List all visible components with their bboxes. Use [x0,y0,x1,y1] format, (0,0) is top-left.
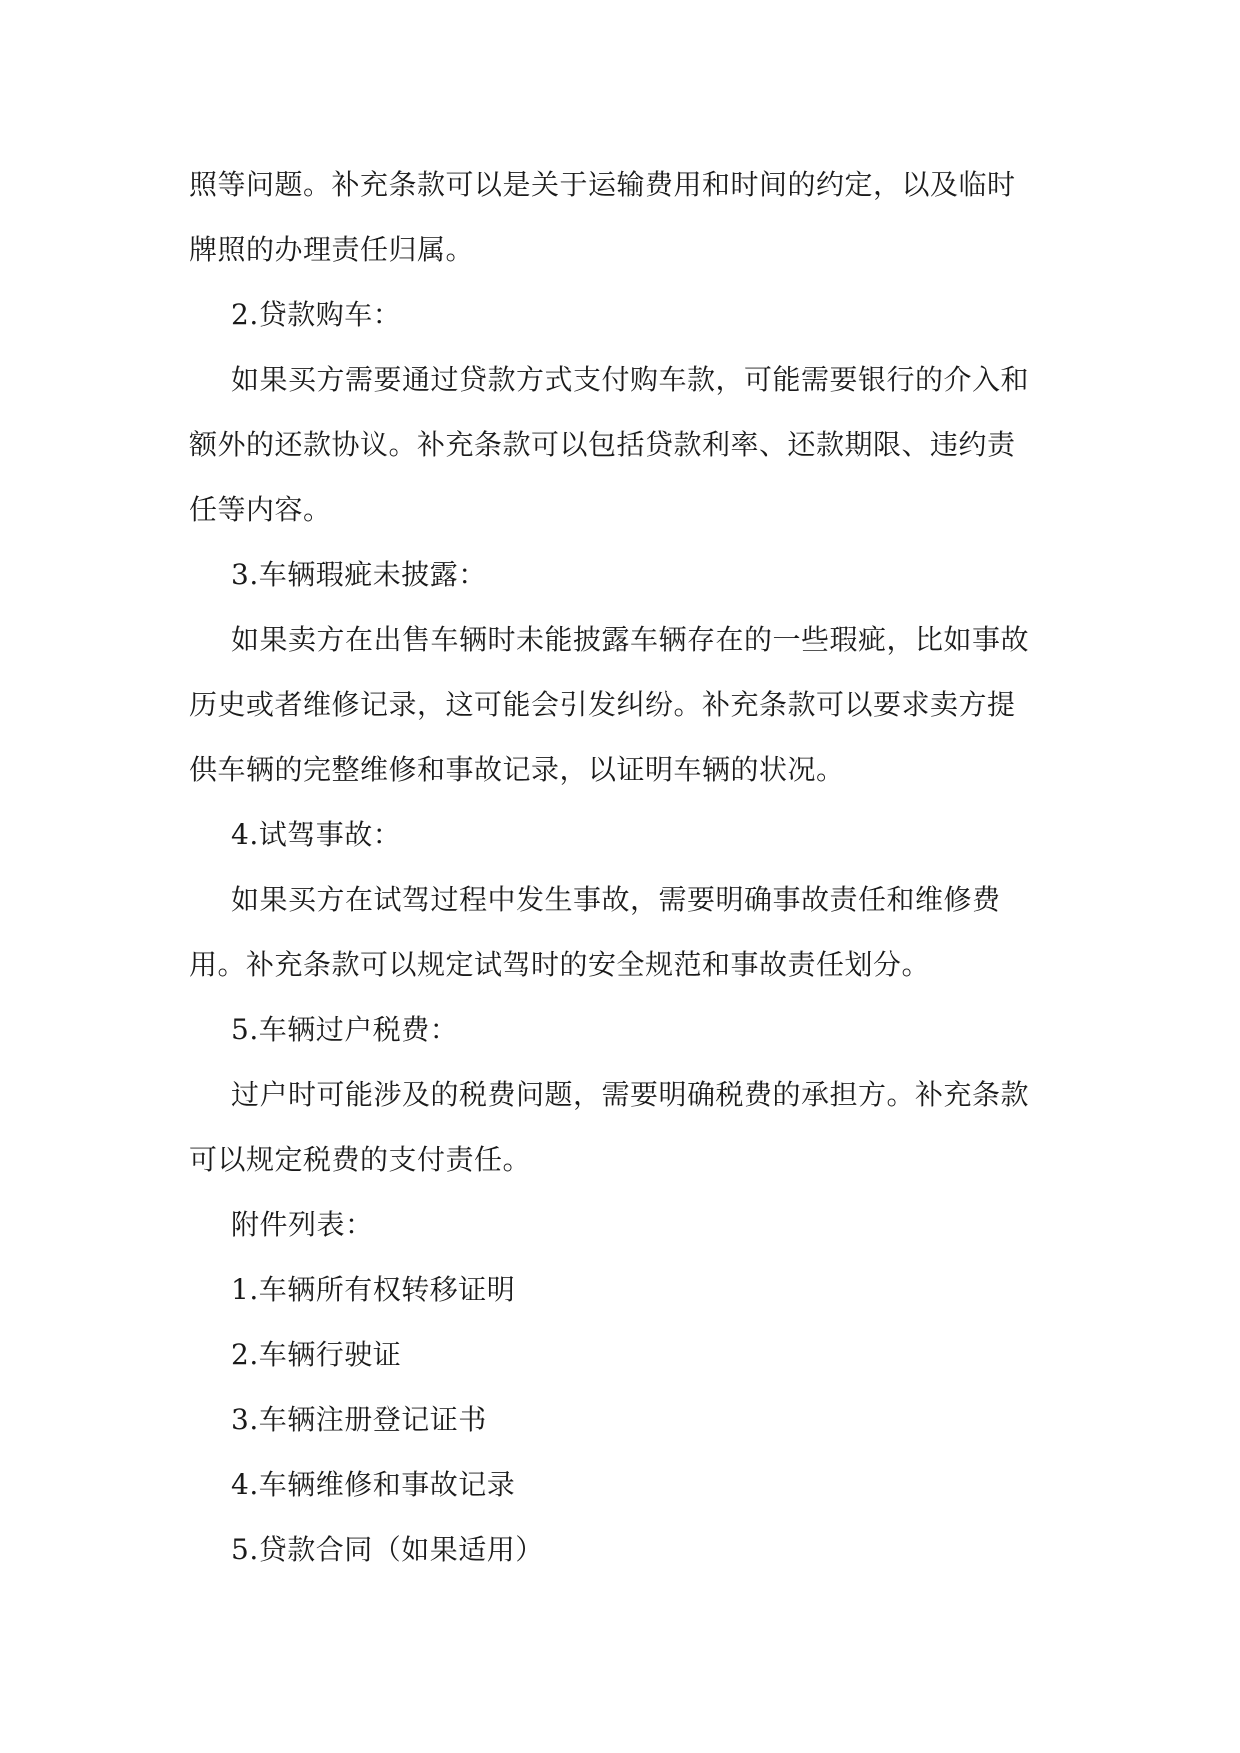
paragraph-defects [189,607,1059,802]
heading-text: 2.贷款购车： [231,298,402,331]
document-body [189,152,1059,1582]
heading-text: 4.试驾事故： [231,818,402,851]
paragraph-transfer-tax [189,1062,1059,1192]
attachment-text: 4.车辆维修和事故记录 [231,1468,516,1501]
heading-text: 3.车辆瑕疵未披露： [231,558,487,591]
text-line: 用。补充条款可以规定试驾时的安全规范和事故责任划分。 [189,948,931,981]
heading-test-drive [189,802,1059,867]
text-line: 可以规定税费的支付责任。 [189,1143,532,1176]
paragraph-transport-continuation [189,152,1059,282]
attachment-item [189,1322,1059,1387]
heading-text: 5.车辆过户税费： [231,1013,459,1046]
heading-text: 附件列表： [231,1208,374,1241]
heading-defects [189,542,1059,607]
attachment-text: 2.车辆行驶证 [231,1338,402,1371]
attachment-item [189,1257,1059,1322]
attachment-text: 1.车辆所有权转移证明 [231,1273,516,1306]
text-line: 历史或者维修记录，这可能会引发纠纷。补充条款可以要求卖方提 [189,688,1016,721]
attachment-text: 5.贷款合同（如果适用） [231,1533,544,1566]
attachment-item [189,1452,1059,1517]
heading-loan [189,282,1059,347]
text-line: 如果买方需要通过贷款方式支付购车款，可能需要银行的介入和 [231,363,1030,396]
text-line: 照等问题。补充条款可以是关于运输费用和时间的约定，以及临时 [189,168,1016,201]
paragraph-test-drive [189,867,1059,997]
text-line: 如果卖方在出售车辆时未能披露车辆存在的一些瑕疵，比如事故 [231,623,1030,656]
attachment-item [189,1387,1059,1452]
text-line: 任等内容。 [189,493,332,526]
text-line: 额外的还款协议。补充条款可以包括贷款利率、还款期限、违约责 [189,428,1016,461]
text-line: 牌照的办理责任归属。 [189,233,475,266]
heading-transfer-tax [189,997,1059,1062]
heading-attachments [189,1192,1059,1257]
text-line: 过户时可能涉及的税费问题，需要明确税费的承担方。补充条款 [231,1078,1030,1111]
text-line: 如果买方在试驾过程中发生事故，需要明确事故责任和维修费 [231,883,1001,916]
attachment-text: 3.车辆注册登记证书 [231,1403,487,1436]
paragraph-loan [189,347,1059,542]
text-line: 供车辆的完整维修和事故记录，以证明车辆的状况。 [189,753,845,786]
attachment-item [189,1517,1059,1582]
